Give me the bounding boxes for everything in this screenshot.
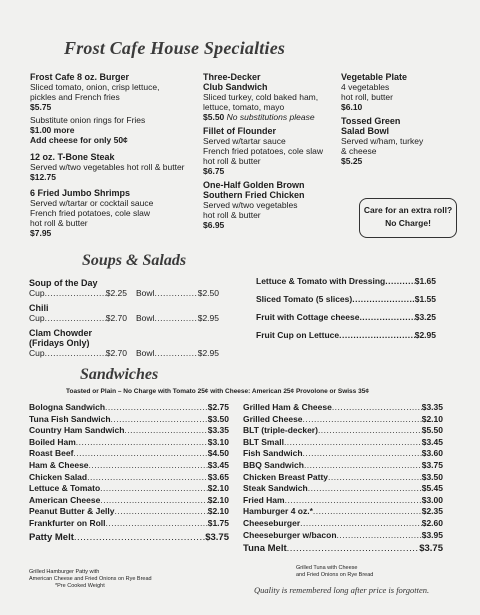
item-desc: hot roll & butter bbox=[203, 210, 261, 220]
item-price: $3.50 bbox=[421, 471, 443, 482]
dot-leader bbox=[304, 460, 422, 472]
sandwich-item bbox=[29, 518, 229, 530]
item-price: $2.10 bbox=[207, 506, 229, 517]
item-extra-price: $1.00 more bbox=[30, 125, 75, 135]
soups-right bbox=[256, 276, 436, 348]
item-name: Fish Sandwich bbox=[243, 448, 303, 459]
item-price: $7.95 bbox=[30, 228, 52, 238]
note-line: and Fried Onions on Rye Bread bbox=[296, 572, 374, 578]
bowl-label: Bowl bbox=[136, 348, 155, 358]
salad-item bbox=[256, 276, 436, 294]
item-price: $5.45 bbox=[421, 483, 443, 494]
item-name: Patty Melt bbox=[29, 531, 74, 543]
dot-leader bbox=[87, 472, 208, 484]
sandwich-item bbox=[29, 506, 229, 518]
item-price: $3.10 bbox=[207, 436, 229, 447]
sandwich-item bbox=[243, 495, 443, 507]
menu-item bbox=[30, 152, 200, 182]
item-name: 6 Fried Jumbo Shrimps bbox=[30, 188, 131, 198]
dot-leader bbox=[287, 541, 420, 556]
sandwich-item bbox=[243, 483, 443, 495]
item-desc: lettuce, tomato, mayo bbox=[203, 102, 285, 112]
item-price: $5.25 bbox=[341, 156, 363, 166]
item-price: $2.60 bbox=[421, 517, 443, 528]
item-price: $2.35 bbox=[421, 506, 443, 517]
item-price: $6.75 bbox=[203, 166, 225, 176]
item-desc: pickles and French fries bbox=[30, 92, 120, 102]
dot-leader bbox=[111, 414, 208, 426]
item-price: $3.75 bbox=[205, 531, 229, 543]
sandwich-toppings: Toasted or Plain – No Charge with Tomato 25¢ with Cheese: American 25¢ Provolone or Swiss 35¢ bbox=[66, 388, 369, 395]
item-price: $2.10 bbox=[421, 413, 443, 424]
item-desc: Sliced turkey, cold baked ham, bbox=[203, 92, 319, 102]
item-name: One-Half Golden Brown bbox=[203, 180, 305, 190]
item-name: Chicken Salad bbox=[29, 471, 88, 482]
item-name: Three-Decker bbox=[203, 72, 261, 82]
dot-leader bbox=[313, 506, 422, 518]
item-desc: Sliced tomato, onion, crisp lettuce, bbox=[30, 82, 160, 92]
dot-leader bbox=[328, 472, 422, 484]
menu-item bbox=[203, 72, 338, 122]
dot-leader bbox=[115, 506, 208, 518]
item-price: $5.50 bbox=[421, 425, 443, 436]
sandwich-item bbox=[29, 425, 229, 437]
dot-leader bbox=[105, 402, 208, 414]
item-price: $3.65 bbox=[207, 471, 229, 482]
dot-leader bbox=[106, 518, 208, 530]
item-name: BLT (triple-decker) bbox=[243, 425, 318, 436]
item-price: $12.75 bbox=[30, 172, 56, 182]
item-name: Salad Bowl bbox=[341, 126, 390, 136]
item-name: American Cheese bbox=[29, 494, 101, 505]
specialties-col-2 bbox=[203, 72, 338, 234]
soup-prices bbox=[29, 348, 219, 360]
cup-label: Cup bbox=[29, 348, 45, 358]
salad-item bbox=[256, 294, 436, 312]
sandwich-item bbox=[243, 506, 443, 518]
item-name: Grilled Ham & Cheese bbox=[243, 402, 332, 412]
item-desc: Served w/ham, turkey bbox=[341, 136, 424, 146]
dot-leader bbox=[303, 448, 422, 460]
item-name: Cheeseburger bbox=[243, 517, 301, 528]
sandwich-item bbox=[29, 472, 229, 484]
item-price: $4.50 bbox=[207, 448, 229, 459]
item-name: Fruit with Cottage cheese bbox=[256, 312, 360, 322]
dot-leader bbox=[303, 414, 422, 426]
item-name: Hamburger 4 oz.* bbox=[243, 506, 313, 517]
dot-leader bbox=[332, 402, 422, 414]
item-price: $5.50 bbox=[203, 112, 225, 122]
item-name: Sliced Tomato (5 slices) bbox=[256, 294, 353, 304]
sandwich-item bbox=[243, 518, 443, 530]
dot-leader bbox=[76, 437, 208, 449]
soups-left-rows bbox=[29, 278, 219, 360]
item-price: $2.10 bbox=[207, 494, 229, 505]
item-name: Frost Cafe 8 oz. Burger bbox=[30, 72, 130, 82]
sandwich-item bbox=[243, 414, 443, 426]
menu-item bbox=[341, 72, 461, 112]
sandwich-item bbox=[29, 448, 229, 460]
item-name: Frankfurter on Roll bbox=[29, 517, 106, 528]
salad-item bbox=[256, 312, 436, 330]
item-desc: French fried potatoes, cole slaw bbox=[30, 208, 151, 218]
patty-melt-note bbox=[29, 569, 152, 590]
menu-item bbox=[341, 116, 461, 166]
cup-price: $2.25 bbox=[105, 288, 127, 298]
item-price: $3.50 bbox=[207, 413, 229, 424]
sandwich-item bbox=[243, 448, 443, 460]
item-price: $3.35 bbox=[207, 425, 229, 436]
item-name: Peanut Butter & Jelly bbox=[29, 506, 115, 517]
cup-label: Cup bbox=[29, 288, 45, 298]
dot-leader bbox=[284, 437, 422, 449]
soup-prices bbox=[29, 313, 219, 325]
extra-roll-box bbox=[359, 198, 457, 238]
item-name: BLT Small bbox=[243, 436, 284, 447]
item-price: $3.00 bbox=[421, 494, 443, 505]
item-desc: Served w/two vegetables hot roll & butter bbox=[30, 162, 185, 172]
cup-label: Cup bbox=[29, 313, 45, 323]
item-desc: Served w/tartar or cocktail sauce bbox=[30, 198, 154, 208]
item-price: $1.55 bbox=[414, 294, 436, 304]
item-extra-price: Add cheese for only 50¢ bbox=[30, 135, 128, 145]
note-line: American Cheese and Fried Onions on Rye Bread bbox=[29, 576, 152, 582]
item-name: Bologna Sandwich bbox=[29, 402, 106, 412]
item-name: Club Sandwich bbox=[203, 82, 268, 92]
extra-roll-text: No Charge! bbox=[385, 218, 431, 228]
item-name: BBQ Sandwich bbox=[243, 459, 304, 470]
dot-leader bbox=[337, 530, 422, 542]
bowl-price: $2.50 bbox=[197, 288, 219, 298]
extra-roll-text: Care for an extra roll? bbox=[363, 205, 453, 215]
item-name: Fillet of Flounder bbox=[203, 126, 276, 136]
menu-item bbox=[203, 180, 338, 230]
item-desc: Served w/tartar sauce bbox=[203, 136, 286, 146]
dot-leader bbox=[318, 425, 422, 437]
item-price: $6.95 bbox=[203, 220, 225, 230]
note-line: *Pre Cooked Weight bbox=[55, 583, 105, 589]
dot-leader bbox=[89, 460, 208, 472]
sandwich-item bbox=[29, 460, 229, 472]
bowl-price: $2.95 bbox=[197, 348, 219, 358]
item-price: $2.95 bbox=[414, 330, 436, 340]
sandwiches-left bbox=[29, 402, 229, 545]
item-desc: & cheese bbox=[341, 146, 377, 156]
cup-price: $2.70 bbox=[105, 348, 127, 358]
dot-leader bbox=[124, 425, 207, 437]
item-price: $3.35 bbox=[421, 402, 443, 412]
item-name: Tossed Green bbox=[341, 116, 401, 126]
item-name: 12 oz. T-Bone Steak bbox=[30, 152, 115, 162]
item-price: $1.75 bbox=[207, 517, 229, 528]
item-desc: hot roll, butter bbox=[341, 92, 393, 102]
note-line: Grilled Tuna with Cheese bbox=[296, 565, 358, 571]
soup-prices bbox=[29, 288, 219, 300]
item-name: Lettuce & Tomato bbox=[29, 483, 101, 494]
item-name: Ham & Cheese bbox=[29, 459, 89, 470]
sandwiches-right bbox=[243, 402, 443, 556]
item-price: $3.60 bbox=[421, 448, 443, 459]
item-price: $3.75 bbox=[419, 543, 443, 555]
sandwich-item bbox=[243, 460, 443, 472]
item-name: Southern Fried Chicken bbox=[203, 190, 305, 200]
bowl-label: Bowl bbox=[136, 313, 155, 323]
dot-leader bbox=[308, 483, 422, 495]
item-name: Tuna Melt bbox=[243, 543, 287, 555]
note-line: Grilled Hamburger Patty with bbox=[29, 569, 100, 575]
item-name: Soup of the Day bbox=[29, 278, 98, 288]
item-desc: French fried potatoes, cole slaw bbox=[203, 146, 324, 156]
item-name: Grilled Cheese bbox=[243, 413, 303, 424]
sandwich-item bbox=[243, 530, 443, 542]
menu-item bbox=[30, 188, 200, 238]
sandwich-item bbox=[243, 437, 443, 449]
dot-leader bbox=[100, 495, 207, 507]
menu-item bbox=[203, 126, 338, 176]
dot-leader bbox=[300, 518, 422, 530]
sandwich-item bbox=[29, 437, 229, 449]
item-name: Lettuce & Tomato with Dressing bbox=[256, 276, 386, 286]
item-name: Steak Sandwich bbox=[243, 483, 308, 494]
tuna-melt-note bbox=[296, 565, 373, 579]
item-name: Clam Chowder bbox=[29, 328, 93, 338]
sandwich-item bbox=[29, 414, 229, 426]
item-name: Boiled Ham bbox=[29, 436, 76, 447]
bowl-price: $2.95 bbox=[197, 313, 219, 323]
item-name: Vegetable Plate bbox=[341, 72, 408, 82]
item-price: $3.45 bbox=[207, 459, 229, 470]
sandwiches-heading: Sandwiches bbox=[80, 366, 159, 383]
item-desc: hot roll & butter bbox=[203, 156, 261, 166]
dot-leader bbox=[100, 483, 208, 495]
item-price: $2.10 bbox=[207, 483, 229, 494]
sandwich-item-featured bbox=[29, 530, 229, 545]
item-price: $3.25 bbox=[414, 312, 436, 322]
sandwich-item bbox=[29, 483, 229, 495]
dot-leader bbox=[74, 530, 205, 545]
item-extra: Substitute onion rings for Fries bbox=[30, 115, 146, 125]
item-name: Chicken Breast Patty bbox=[243, 471, 329, 482]
dot-leader bbox=[285, 495, 422, 507]
item-price: $3.95 bbox=[421, 529, 443, 540]
item-desc: 4 vegetables bbox=[341, 82, 390, 92]
item-name: Cheeseburger w/bacon bbox=[243, 529, 337, 540]
sandwich-item bbox=[243, 425, 443, 437]
menu-item bbox=[30, 72, 200, 145]
item-name: Roast Beef bbox=[29, 448, 74, 459]
item-price: $3.75 bbox=[421, 459, 443, 470]
specialties-col-1 bbox=[30, 72, 200, 242]
quality-quote: Quality is remembered long after price is forgotten. bbox=[254, 585, 430, 595]
bowl-label: Bowl bbox=[136, 288, 155, 298]
dot-leader bbox=[73, 448, 207, 460]
item-price: $2.75 bbox=[207, 402, 229, 412]
item-note: No substitutions please bbox=[226, 112, 315, 122]
item-name: Fried Ham bbox=[243, 494, 285, 505]
sandwich-item bbox=[29, 402, 229, 414]
item-desc: Served w/two vegetables bbox=[203, 200, 298, 210]
sandwich-item bbox=[243, 472, 443, 484]
sandwich-item bbox=[243, 402, 443, 414]
item-name: (Fridays Only) bbox=[29, 338, 90, 348]
item-desc: hot roll & butter bbox=[30, 218, 88, 228]
item-price: $6.10 bbox=[341, 102, 363, 112]
soups-heading: Soups & Salads bbox=[82, 252, 187, 269]
sandwich-item-featured bbox=[243, 541, 443, 556]
specialties-heading: Frost Cafe House Specialties bbox=[64, 38, 286, 58]
item-price: $1.65 bbox=[414, 276, 436, 286]
item-name: Tuna Fish Sandwich bbox=[29, 413, 111, 424]
item-name: Fruit Cup on Lettuce bbox=[256, 330, 340, 340]
salad-item bbox=[256, 330, 436, 348]
sandwich-item bbox=[29, 495, 229, 507]
specialties-col-3 bbox=[341, 72, 461, 170]
item-name: Country Ham Sandwich bbox=[29, 425, 125, 436]
item-name: Chili bbox=[29, 303, 49, 313]
cup-price: $2.70 bbox=[105, 313, 127, 323]
item-price: $3.45 bbox=[421, 436, 443, 447]
item-price: $5.75 bbox=[30, 102, 52, 112]
